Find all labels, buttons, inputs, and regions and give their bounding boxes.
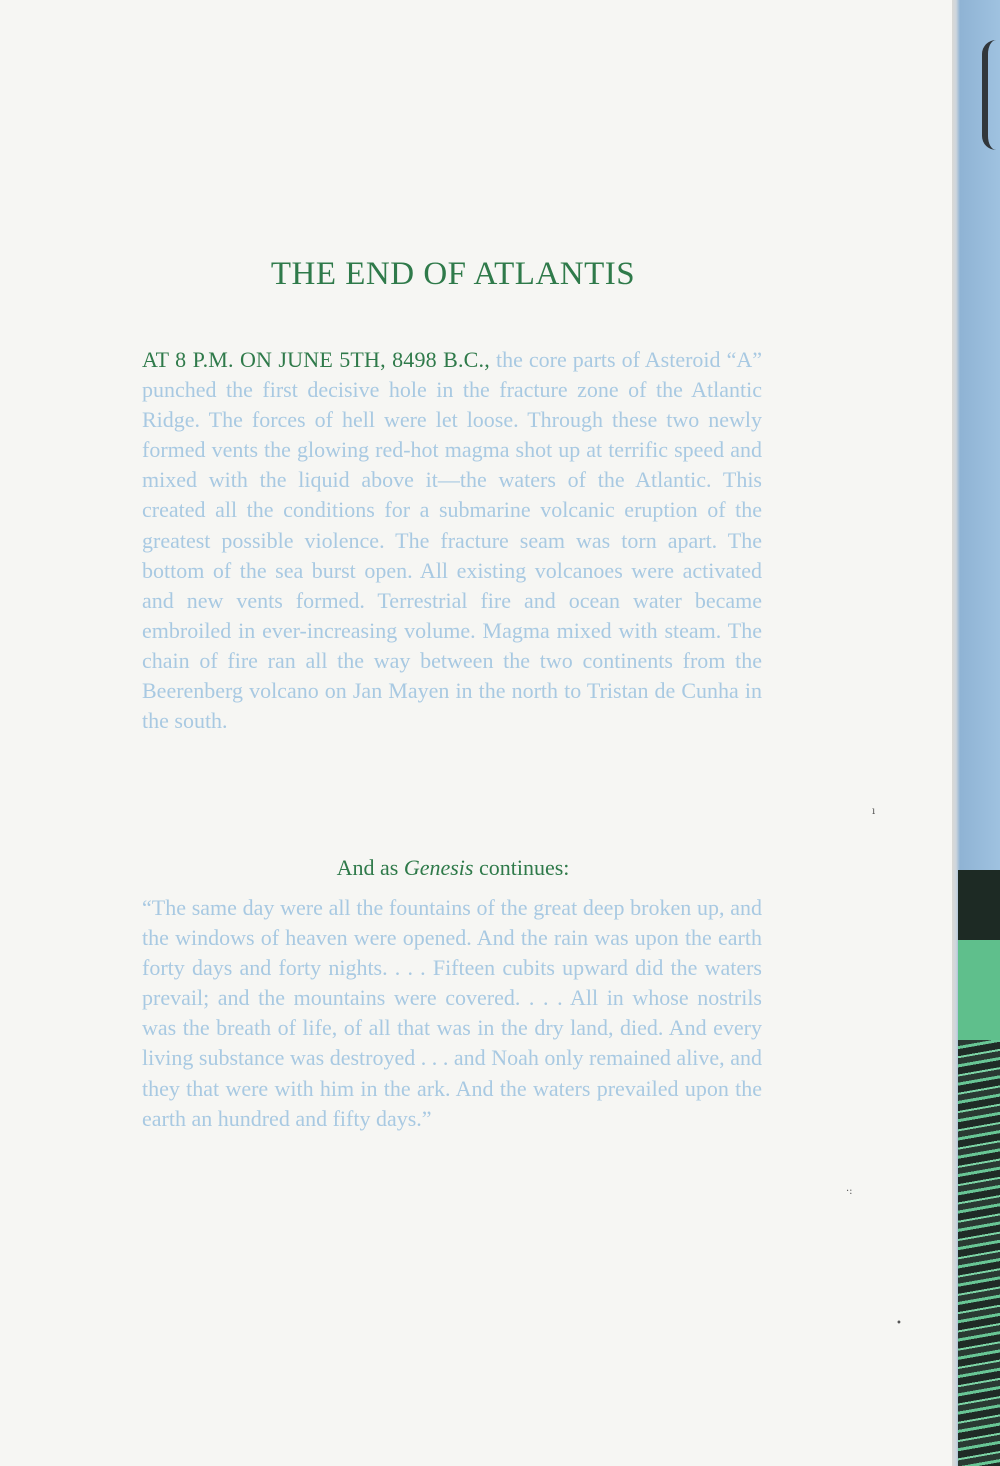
cover-lettering-fragment (982, 40, 1000, 150)
paper-speck: ·: (846, 1186, 853, 1197)
paragraph-lead: AT 8 P.M. ON JUNE 5TH, 8498 B.C., (142, 347, 490, 372)
paragraph-atlantis (142, 345, 762, 736)
cover-green-band (958, 940, 1000, 1040)
genesis-quote: “The same day were all the fountains of the great deep broken up, and the windows of heaven were opened. And the rain was upon the earth forty days and forty nights. . . . Fifteen cubits upward did the waters prevail; and the mountains were covered. . . . All in whose nostrils was the breath of life, of all that was in the dry land, died. And every living substance was destroyed . . . and Noah only remained alive, and they that were with him in the ark. And the waters prevailed upon the earth an hundred and fifty days.” (142, 895, 762, 1131)
page-title: THE END OF ATLANTIS (270, 256, 636, 292)
genesis-intro-after: continues: (478, 855, 570, 880)
genesis-intro-italic: Genesis (403, 855, 474, 880)
genesis-intro (0, 855, 906, 881)
paragraph-body: the core parts of Asteroid “A” punched the first decisive hole in the fracture zone of the Atlantic Ridge. The forces of hell were let loose. Through these two newly formed vents the glowing red-hot magma shot up at terrific speed and mixed with the liquid above it—the waters of the Atlantic. This created all the conditions for a submarine volcanic eruption of the greatest possible violence. The fracture seam was torn apart. The bottom of the sea burst open. All existing volcanoes were activated and new vents formed. Terrestrial fire and ocean water became embroiled in ever-increasing volume. Magma mixed with steam. The chain of fire ran all the way between the two continents from the Beerenberg volcano on Jan Mayen in the north to Tristan de Cunha in the south. (142, 347, 762, 734)
cover-speckled-band (958, 1040, 1000, 1466)
genesis-intro-before: And as (336, 855, 399, 880)
paper-speck: • (896, 1318, 902, 1329)
paper-speck: ı (872, 806, 876, 817)
